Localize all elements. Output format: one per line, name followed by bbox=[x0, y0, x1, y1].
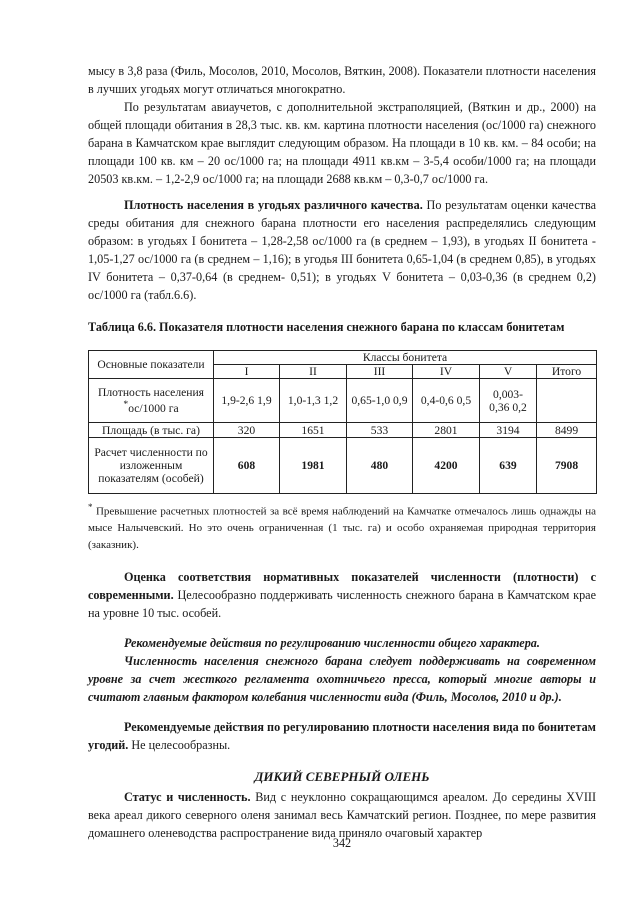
table-cell: 639 bbox=[480, 438, 537, 494]
table-caption: Таблица 6.6. Показателя плотности населения снежного барана по классам бонитетам bbox=[88, 320, 565, 334]
table-cell: 0,003- 0,36 0,2 bbox=[480, 379, 537, 423]
density-label-b-wrap bbox=[123, 399, 179, 416]
table-cell: 0,4-0,6 0,5 bbox=[413, 379, 480, 423]
table-row-count bbox=[89, 438, 597, 494]
paragraph-density-quality-title: Плотность населения в угодьях различного качества. bbox=[124, 198, 423, 212]
table-row-count-label: Расчет численности по изложенным показателям (особей) bbox=[89, 438, 214, 494]
table-row-area-label: Площадь (в тыс. га) bbox=[89, 423, 214, 438]
density-footnote-mark: * bbox=[123, 399, 129, 411]
table-col-header: III bbox=[347, 365, 413, 379]
table-cell bbox=[537, 379, 597, 423]
table-col-header: Итого bbox=[537, 365, 597, 379]
density-label-a: Плотность населения bbox=[97, 385, 204, 399]
footnote-mark: * bbox=[88, 502, 93, 512]
density-table bbox=[88, 350, 597, 494]
table-cell: 3194 bbox=[480, 423, 537, 438]
table-col-header: I bbox=[214, 365, 280, 379]
table-header-row bbox=[89, 351, 597, 365]
table-col-header: V bbox=[480, 365, 537, 379]
table-cell: 480 bbox=[347, 438, 413, 494]
paragraph-norms-title: Оценка соответствия нормативных показателей численности (плотности) с современными. bbox=[88, 570, 596, 602]
table-cell: 2801 bbox=[413, 423, 480, 438]
table-cell: 1,0-1,3 1,2 bbox=[280, 379, 347, 423]
paragraph-status bbox=[88, 788, 596, 842]
table-footnote bbox=[88, 499, 596, 553]
table-cell: 1651 bbox=[280, 423, 347, 438]
table-cell: 1,9-2,6 1,9 bbox=[214, 379, 280, 423]
paragraph-norms bbox=[88, 568, 596, 622]
paragraph-density-quality bbox=[88, 196, 596, 304]
paragraph-status-text: Вид с неуклонно сокращающимся ареалом. До середины XVIII века ареал дикого северного оленя занимал весь Камчатский регион. Позднее, по мере развития домашнего оленеводства распространение вида приняло очаговый характер bbox=[88, 790, 597, 840]
table-row-area bbox=[89, 423, 597, 438]
table-row-density-label bbox=[89, 379, 214, 423]
paragraph-density-actions-text: Не целесообразны. bbox=[128, 738, 231, 752]
paragraph-general-actions: Рекомендуемые действия по регулированию численности общего характера. bbox=[124, 636, 540, 650]
paragraph-population-support: Численность населения снежного барана следует поддерживать на современном уровне за счет жесткого регламента охотничьего пресса, который многие авторы и считают главным фактором колебания численности вида (Филь, Мосолов, 2010 и др.). bbox=[88, 654, 596, 704]
paragraph-norms-text: Целесообразно поддерживать численность снежного барана в Камчатском крае на уровне 10 тыс. особей. bbox=[88, 588, 596, 620]
footnote-text: Превышение расчетных плотностей за всё время наблюдений на Камчатке отмечалось лишь однажды на мысе Налычевский. Но это очень ограниченная (1 тыс. га) и особо охраняемая природная территория (заказник). bbox=[88, 505, 597, 551]
table-col-header: IV bbox=[413, 365, 480, 379]
table-cell: 320 bbox=[214, 423, 280, 438]
table-cell: 7908 bbox=[537, 438, 597, 494]
paragraph-density-actions bbox=[88, 718, 596, 754]
paragraph-density-quality-text: По результатам оценки качества среды обитания для снежного барана плотности его населения распределялись следующим образом: в угодьях I бонитета – 1,28-2,58 ос/1000 га (в среднем – 1,93), в угодьях II бонитета - 1,05-1,27 ос/1000 га (в среднем – 1,16); в угодья III бонитета 0,65-1,04 (в среднем 0,85), в угодьях IV бонитета – 0,37-0,64 (в среднем- 0,51); в угодьях V бонитета – 0,03-0,36 (в среднем 0,2) ос/1000 га (табл.6.6). bbox=[88, 198, 597, 302]
paragraph-status-title: Статус и численность. bbox=[124, 790, 251, 804]
paragraph-aerial-survey: По результатам авиаучетов, с дополнительной экстраполяцией, (Вяткин и др., 2000) на общей площади обитания в 28,3 тыс. кв. км. картина плотности населения (ос/1000 га) снежного барана в Камчатском крае выглядит следующим образом. На площади в 10 кв. км. – 84 особи; на площади 100 кв. км – 20 ос/1000 га; на площади 4911 кв.км – 3-5,4 особи/1000 га; на площади 20503 кв.км. – 1,2-2,9 ос/1000 га; на площади 2688 кв.км – 0,3-0,7 ос/1000 га. bbox=[88, 100, 596, 186]
table-cell: 608 bbox=[214, 438, 280, 494]
paragraph-density-actions-title: Рекомендуемые действия по регулированию плотности населения вида по бонитетам угодий. bbox=[88, 720, 596, 752]
table-cell: 0,65-1,0 0,9 bbox=[347, 379, 413, 423]
table-cell: 4200 bbox=[413, 438, 480, 494]
table-cell: 533 bbox=[347, 423, 413, 438]
table-col-header: II bbox=[280, 365, 347, 379]
table-cell: 1981 bbox=[280, 438, 347, 494]
table-cell: 8499 bbox=[537, 423, 597, 438]
table-row-density bbox=[89, 379, 597, 423]
section-heading: ДИКИЙ СЕВЕРНЫЙ ОЛЕНЬ bbox=[254, 769, 430, 784]
page-number: 342 bbox=[332, 836, 352, 850]
density-label-b: ос/1000 га bbox=[128, 402, 179, 416]
paragraph-intro: мысу в 3,8 раза (Филь, Мосолов, 2010, Мосолов, Вяткин, 2008). Показатели плотности населения в лучших угодьях могут отличаться многократно. bbox=[88, 64, 596, 96]
table-header-classes: Классы бонитета bbox=[214, 351, 597, 365]
table-header-basic: Основные показатели bbox=[89, 351, 214, 379]
